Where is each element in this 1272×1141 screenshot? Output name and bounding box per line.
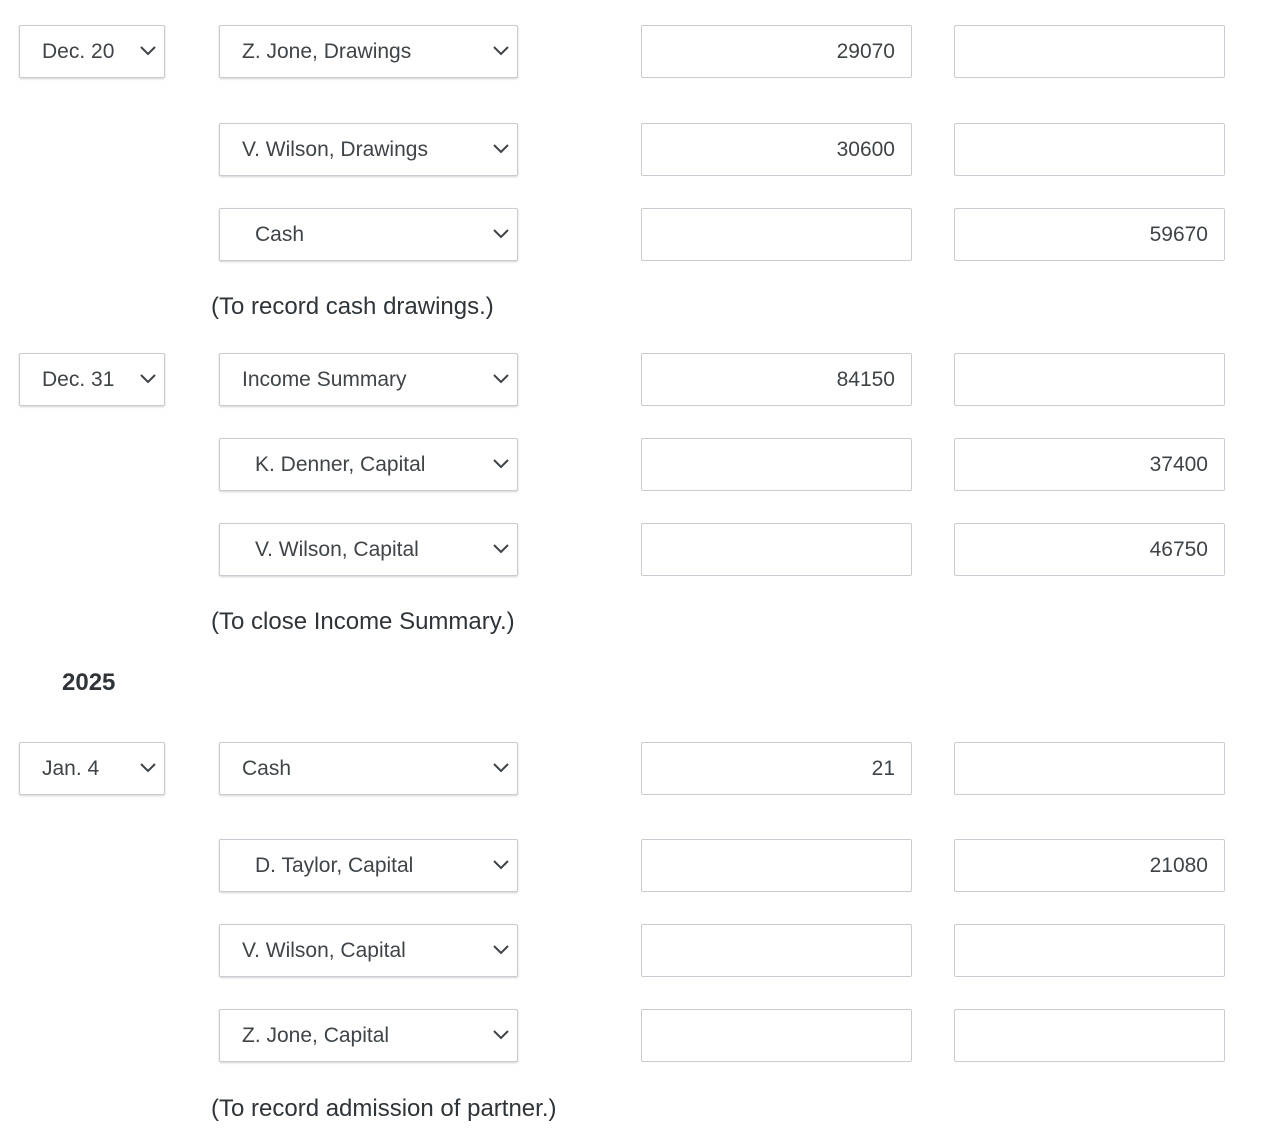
date-select-entry-3[interactable] bbox=[19, 742, 165, 795]
account-select-value: D. Taylor, Capital bbox=[255, 854, 414, 877]
credit-input-entry-1-line-3[interactable] bbox=[954, 208, 1225, 261]
credit-value: 59670 bbox=[1149, 223, 1208, 246]
debit-value: 30600 bbox=[836, 138, 895, 161]
credit-input-entry-1-line-2[interactable] bbox=[954, 123, 1225, 176]
chevron-down-icon bbox=[491, 224, 511, 244]
account-select-entry-3-line-2[interactable] bbox=[219, 839, 518, 892]
debit-input-entry-2-line-3[interactable] bbox=[641, 523, 912, 576]
account-select-entry-1-line-1[interactable] bbox=[219, 25, 518, 78]
credit-input-entry-1-line-1[interactable] bbox=[954, 25, 1225, 78]
account-select-value: V. Wilson, Drawings bbox=[242, 138, 428, 161]
entry-2-explanation: (To close Income Summary.) bbox=[211, 608, 515, 635]
chevron-down-icon bbox=[138, 369, 158, 389]
credit-input-entry-3-line-2[interactable] bbox=[954, 839, 1225, 892]
debit-input-entry-1-line-2[interactable] bbox=[641, 123, 912, 176]
debit-value: 21 bbox=[871, 757, 895, 780]
credit-input-entry-2-line-1[interactable] bbox=[954, 353, 1225, 406]
date-select-entry-2[interactable] bbox=[19, 353, 165, 406]
account-select-entry-2-line-2[interactable] bbox=[219, 438, 518, 491]
account-select-value: Cash bbox=[255, 223, 305, 246]
account-select-entry-2-line-1[interactable] bbox=[219, 353, 518, 406]
account-select-value: Cash bbox=[242, 757, 292, 780]
chevron-down-icon bbox=[138, 41, 158, 61]
chevron-down-icon bbox=[138, 758, 158, 778]
debit-input-entry-1-line-1[interactable] bbox=[641, 25, 912, 78]
entry-3-explanation: (To record admission of partner.) bbox=[211, 1095, 557, 1122]
account-select-entry-1-line-3[interactable] bbox=[219, 208, 518, 261]
debit-input-entry-2-line-2[interactable] bbox=[641, 438, 912, 491]
credit-value: 21080 bbox=[1149, 854, 1208, 877]
credit-value: 37400 bbox=[1149, 453, 1208, 476]
debit-input-entry-2-line-1[interactable] bbox=[641, 353, 912, 406]
chevron-down-icon bbox=[491, 41, 511, 61]
chevron-down-icon bbox=[491, 539, 511, 559]
account-select-value: Income Summary bbox=[242, 368, 407, 391]
account-select-entry-2-line-3[interactable] bbox=[219, 523, 518, 576]
account-select-value: V. Wilson, Capital bbox=[242, 939, 406, 962]
credit-input-entry-3-line-4[interactable] bbox=[954, 1009, 1225, 1062]
year-heading: 2025 bbox=[62, 669, 116, 696]
account-select-entry-1-line-2[interactable] bbox=[219, 123, 518, 176]
debit-input-entry-3-line-2[interactable] bbox=[641, 839, 912, 892]
date-select-value: Jan. 4 bbox=[42, 757, 100, 780]
debit-input-entry-3-line-4[interactable] bbox=[641, 1009, 912, 1062]
chevron-down-icon bbox=[491, 454, 511, 474]
credit-input-entry-2-line-2[interactable] bbox=[954, 438, 1225, 491]
account-select-value: Z. Jone, Capital bbox=[242, 1024, 390, 1047]
account-select-value: V. Wilson, Capital bbox=[255, 538, 419, 561]
date-select-value: Dec. 31 bbox=[42, 368, 115, 391]
credit-input-entry-3-line-3[interactable] bbox=[954, 924, 1225, 977]
account-select-entry-3-line-1[interactable] bbox=[219, 742, 518, 795]
chevron-down-icon bbox=[491, 758, 511, 778]
chevron-down-icon bbox=[491, 855, 511, 875]
debit-input-entry-3-line-1[interactable] bbox=[641, 742, 912, 795]
chevron-down-icon bbox=[491, 139, 511, 159]
debit-value: 84150 bbox=[836, 368, 895, 391]
chevron-down-icon bbox=[491, 369, 511, 389]
account-select-value: Z. Jone, Drawings bbox=[242, 40, 412, 63]
date-select-value: Dec. 20 bbox=[42, 40, 115, 63]
debit-value: 29070 bbox=[836, 40, 895, 63]
account-select-value: K. Denner, Capital bbox=[255, 453, 426, 476]
debit-input-entry-3-line-3[interactable] bbox=[641, 924, 912, 977]
chevron-down-icon bbox=[491, 940, 511, 960]
chevron-down-icon bbox=[491, 1025, 511, 1045]
entry-1-explanation: (To record cash drawings.) bbox=[211, 293, 494, 320]
debit-input-entry-1-line-3[interactable] bbox=[641, 208, 912, 261]
credit-value: 46750 bbox=[1149, 538, 1208, 561]
credit-input-entry-2-line-3[interactable] bbox=[954, 523, 1225, 576]
account-select-entry-3-line-3[interactable] bbox=[219, 924, 518, 977]
credit-input-entry-3-line-1[interactable] bbox=[954, 742, 1225, 795]
date-select-entry-1[interactable] bbox=[19, 25, 165, 78]
account-select-entry-3-line-4[interactable] bbox=[219, 1009, 518, 1062]
